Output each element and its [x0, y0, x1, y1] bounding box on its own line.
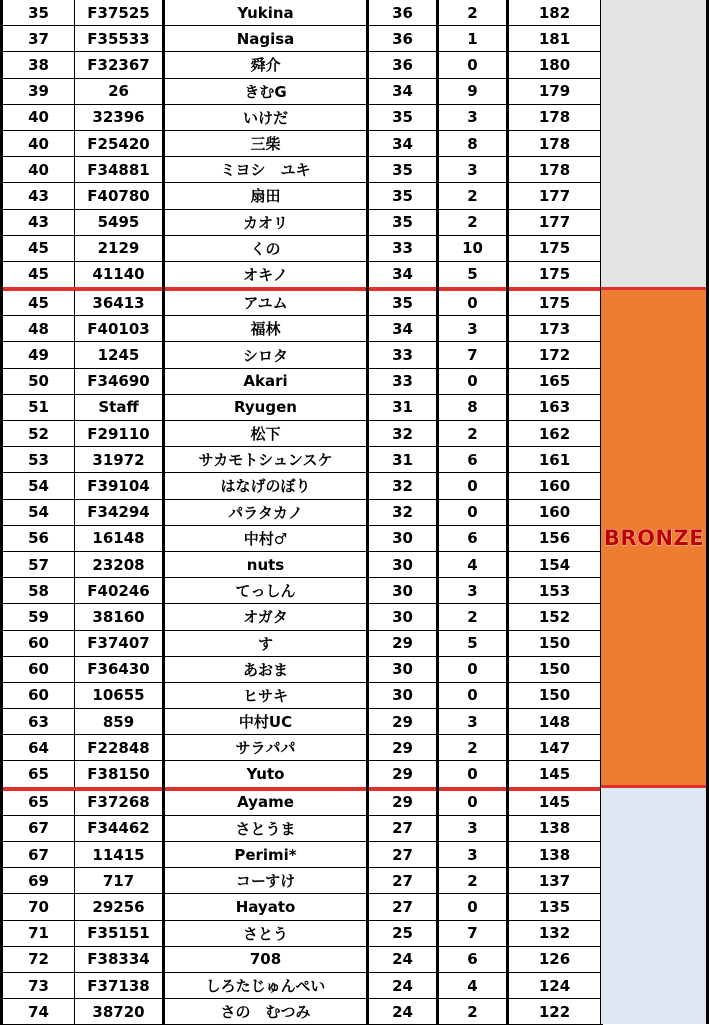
player-name-cell: 中村♂ [164, 525, 368, 551]
player-id-cell: F34690 [75, 368, 164, 394]
points-cell: 126 [508, 946, 602, 972]
player-id-cell: 26 [75, 78, 164, 104]
player-id-cell: F36430 [75, 656, 164, 682]
player-name-cell: はなげのぼり [164, 473, 368, 499]
points-cell: 179 [508, 78, 602, 104]
bronze-tier-label: BRONZE [603, 525, 705, 550]
rounds-cell: 33 [368, 342, 438, 368]
table-row [2, 551, 602, 577]
player-name-cell: オガタ [164, 604, 368, 630]
count-cell: 4 [438, 972, 508, 998]
table-row [2, 656, 602, 682]
player-name-cell: 松下 [164, 421, 368, 447]
points-cell: 150 [508, 682, 602, 708]
table-row [2, 26, 602, 52]
rank-cell: 38 [2, 52, 75, 78]
player-name-cell: カオリ [164, 209, 368, 235]
rank-cell: 67 [2, 842, 75, 868]
player-name-cell: Perimi* [164, 842, 368, 868]
player-id-cell: 41140 [75, 261, 164, 288]
tier-band-upper [601, 0, 707, 288]
rounds-cell: 35 [368, 183, 438, 209]
count-cell: 0 [438, 682, 508, 708]
rounds-cell: 36 [368, 52, 438, 78]
player-name-cell: サラパパ [164, 735, 368, 761]
rank-cell: 54 [2, 473, 75, 499]
rank-cell: 67 [2, 815, 75, 841]
points-cell: 180 [508, 52, 602, 78]
count-cell: 8 [438, 394, 508, 420]
player-id-cell: F34881 [75, 157, 164, 183]
count-cell: 0 [438, 473, 508, 499]
player-id-cell: 717 [75, 868, 164, 894]
player-name-cell: さとうま [164, 815, 368, 841]
rounds-cell: 30 [368, 656, 438, 682]
player-id-cell: 23208 [75, 551, 164, 577]
count-cell: 2 [438, 421, 508, 447]
player-name-cell: 708 [164, 946, 368, 972]
player-name-cell: てっしん [164, 578, 368, 604]
points-cell: 156 [508, 525, 602, 551]
count-cell: 2 [438, 604, 508, 630]
count-cell: 2 [438, 0, 508, 26]
points-cell: 145 [508, 788, 602, 815]
table-row [2, 630, 602, 656]
table-row [2, 78, 602, 104]
rank-cell: 48 [2, 316, 75, 342]
rank-cell: 43 [2, 183, 75, 209]
player-id-cell: F38150 [75, 761, 164, 788]
rank-cell: 71 [2, 920, 75, 946]
player-id-cell: F22848 [75, 735, 164, 761]
count-cell: 3 [438, 842, 508, 868]
points-cell: 178 [508, 157, 602, 183]
rounds-cell: 29 [368, 709, 438, 735]
player-id-cell: F40246 [75, 578, 164, 604]
rounds-cell: 29 [368, 630, 438, 656]
rank-cell: 53 [2, 447, 75, 473]
player-name-cell: コーすけ [164, 868, 368, 894]
table-row [2, 368, 602, 394]
table-row [2, 473, 602, 499]
player-id-cell: 38720 [75, 999, 164, 1025]
player-id-cell: F38334 [75, 946, 164, 972]
rounds-cell: 30 [368, 525, 438, 551]
table-row [2, 735, 602, 761]
rank-cell: 57 [2, 551, 75, 577]
points-cell: 175 [508, 261, 602, 288]
count-cell: 6 [438, 447, 508, 473]
rounds-cell: 35 [368, 157, 438, 183]
rounds-cell: 32 [368, 499, 438, 525]
player-name-cell: 三柴 [164, 130, 368, 156]
points-cell: 148 [508, 709, 602, 735]
table-row [2, 342, 602, 368]
player-id-cell: 859 [75, 709, 164, 735]
tier-band-lower [601, 787, 707, 1024]
player-id-cell: 38160 [75, 604, 164, 630]
table-row [2, 183, 602, 209]
player-id-cell: F32367 [75, 52, 164, 78]
rank-cell: 35 [2, 0, 75, 26]
points-cell: 152 [508, 604, 602, 630]
table-row [2, 421, 602, 447]
rank-cell: 58 [2, 578, 75, 604]
rounds-cell: 24 [368, 946, 438, 972]
points-cell: 173 [508, 316, 602, 342]
player-name-cell: いけだ [164, 104, 368, 130]
player-id-cell: F35533 [75, 26, 164, 52]
player-id-cell: 11415 [75, 842, 164, 868]
player-id-cell: 10655 [75, 682, 164, 708]
player-name-cell: Ryugen [164, 394, 368, 420]
ranking-table-body [2, 0, 602, 1025]
points-cell: 150 [508, 630, 602, 656]
table-row [2, 920, 602, 946]
points-cell: 178 [508, 104, 602, 130]
rounds-cell: 36 [368, 0, 438, 26]
rounds-cell: 34 [368, 130, 438, 156]
table-row [2, 447, 602, 473]
player-name-cell: 福林 [164, 316, 368, 342]
rounds-cell: 27 [368, 894, 438, 920]
rank-cell: 60 [2, 630, 75, 656]
count-cell: 2 [438, 868, 508, 894]
table-row [2, 104, 602, 130]
table-row [2, 761, 602, 788]
points-cell: 135 [508, 894, 602, 920]
player-name-cell: サカモトシュンスケ [164, 447, 368, 473]
table-row [2, 130, 602, 156]
table-row [2, 0, 602, 26]
table-row [2, 788, 602, 815]
player-id-cell: F35151 [75, 920, 164, 946]
points-cell: 138 [508, 842, 602, 868]
rank-cell: 63 [2, 709, 75, 735]
count-cell: 3 [438, 316, 508, 342]
points-cell: 175 [508, 235, 602, 261]
rounds-cell: 34 [368, 78, 438, 104]
rounds-cell: 31 [368, 394, 438, 420]
points-cell: 138 [508, 815, 602, 841]
player-id-cell: F34294 [75, 499, 164, 525]
table-row [2, 709, 602, 735]
points-cell: 177 [508, 183, 602, 209]
count-cell: 8 [438, 130, 508, 156]
rounds-cell: 29 [368, 788, 438, 815]
count-cell: 2 [438, 183, 508, 209]
player-name-cell: す [164, 630, 368, 656]
rounds-cell: 24 [368, 972, 438, 998]
player-name-cell: しろたじゅんぺい [164, 972, 368, 998]
rounds-cell: 24 [368, 999, 438, 1025]
points-cell: 162 [508, 421, 602, 447]
points-cell: 150 [508, 656, 602, 682]
rank-cell: 54 [2, 499, 75, 525]
table-row [2, 894, 602, 920]
player-name-cell: Hayato [164, 894, 368, 920]
player-name-cell: 中村UC [164, 709, 368, 735]
rounds-cell: 27 [368, 815, 438, 841]
player-id-cell: F25420 [75, 130, 164, 156]
tier-divider-bronze-end [601, 785, 707, 788]
points-cell: 181 [508, 26, 602, 52]
count-cell: 5 [438, 630, 508, 656]
count-cell: 5 [438, 261, 508, 288]
rounds-cell: 25 [368, 920, 438, 946]
player-id-cell: F40780 [75, 183, 164, 209]
points-cell: 178 [508, 130, 602, 156]
table-row [2, 682, 602, 708]
rounds-cell: 33 [368, 368, 438, 394]
count-cell: 3 [438, 578, 508, 604]
points-cell: 122 [508, 999, 602, 1025]
points-cell: 147 [508, 735, 602, 761]
rank-cell: 65 [2, 761, 75, 788]
rounds-cell: 32 [368, 421, 438, 447]
player-name-cell: Yukina [164, 0, 368, 26]
table-row [2, 209, 602, 235]
rounds-cell: 35 [368, 289, 438, 316]
count-cell: 4 [438, 551, 508, 577]
rank-cell: 56 [2, 525, 75, 551]
count-cell: 0 [438, 289, 508, 316]
player-name-cell: Ayame [164, 788, 368, 815]
rank-cell: 59 [2, 604, 75, 630]
count-cell: 3 [438, 157, 508, 183]
table-row [2, 157, 602, 183]
points-cell: 145 [508, 761, 602, 788]
count-cell: 2 [438, 999, 508, 1025]
count-cell: 0 [438, 368, 508, 394]
rank-cell: 72 [2, 946, 75, 972]
rank-cell: 51 [2, 394, 75, 420]
points-cell: 154 [508, 551, 602, 577]
table-row [2, 999, 602, 1025]
player-id-cell: F37525 [75, 0, 164, 26]
count-cell: 0 [438, 761, 508, 788]
rounds-cell: 34 [368, 316, 438, 342]
rank-cell: 43 [2, 209, 75, 235]
table-row [2, 316, 602, 342]
rounds-cell: 30 [368, 682, 438, 708]
rank-cell: 45 [2, 261, 75, 288]
player-name-cell: 扇田 [164, 183, 368, 209]
count-cell: 0 [438, 656, 508, 682]
player-name-cell: 舜介 [164, 52, 368, 78]
player-name-cell: さとう [164, 920, 368, 946]
rounds-cell: 29 [368, 735, 438, 761]
points-cell: 163 [508, 394, 602, 420]
table-row [2, 946, 602, 972]
tier-divider-bronze-start [601, 287, 707, 290]
player-name-cell: nuts [164, 551, 368, 577]
rank-cell: 52 [2, 421, 75, 447]
count-cell: 0 [438, 788, 508, 815]
count-cell: 0 [438, 894, 508, 920]
rounds-cell: 36 [368, 26, 438, 52]
player-name-cell: シロタ [164, 342, 368, 368]
player-id-cell: 29256 [75, 894, 164, 920]
rank-cell: 45 [2, 235, 75, 261]
count-cell: 0 [438, 499, 508, 525]
rank-cell: 74 [2, 999, 75, 1025]
count-cell: 10 [438, 235, 508, 261]
rank-cell: 60 [2, 656, 75, 682]
points-cell: 137 [508, 868, 602, 894]
points-cell: 124 [508, 972, 602, 998]
player-id-cell: F39104 [75, 473, 164, 499]
player-id-cell: 5495 [75, 209, 164, 235]
rounds-cell: 35 [368, 209, 438, 235]
count-cell: 6 [438, 525, 508, 551]
table-row [2, 525, 602, 551]
player-name-cell: さの むつみ [164, 999, 368, 1025]
rank-cell: 39 [2, 78, 75, 104]
count-cell: 0 [438, 52, 508, 78]
count-cell: 3 [438, 104, 508, 130]
rounds-cell: 30 [368, 604, 438, 630]
count-cell: 3 [438, 815, 508, 841]
player-id-cell: Staff [75, 394, 164, 420]
rank-cell: 40 [2, 157, 75, 183]
table-row [2, 52, 602, 78]
count-cell: 7 [438, 920, 508, 946]
rank-cell: 49 [2, 342, 75, 368]
player-name-cell: オキノ [164, 261, 368, 288]
player-id-cell: F37407 [75, 630, 164, 656]
player-id-cell: 31972 [75, 447, 164, 473]
rounds-cell: 27 [368, 842, 438, 868]
rounds-cell: 34 [368, 261, 438, 288]
rank-cell: 60 [2, 682, 75, 708]
rounds-cell: 35 [368, 104, 438, 130]
rank-cell: 40 [2, 104, 75, 130]
rounds-cell: 29 [368, 761, 438, 788]
player-id-cell: 2129 [75, 235, 164, 261]
points-cell: 175 [508, 289, 602, 316]
rank-cell: 73 [2, 972, 75, 998]
player-name-cell: ヒサキ [164, 682, 368, 708]
points-cell: 177 [508, 209, 602, 235]
rank-cell: 37 [2, 26, 75, 52]
points-cell: 132 [508, 920, 602, 946]
count-cell: 2 [438, 735, 508, 761]
rank-cell: 65 [2, 788, 75, 815]
player-id-cell: F37268 [75, 788, 164, 815]
points-cell: 160 [508, 473, 602, 499]
table-row [2, 815, 602, 841]
points-cell: 182 [508, 0, 602, 26]
player-id-cell: 1245 [75, 342, 164, 368]
rank-cell: 45 [2, 289, 75, 316]
player-id-cell: 32396 [75, 104, 164, 130]
table-row [2, 261, 602, 288]
player-name-cell: アユム [164, 289, 368, 316]
rank-cell: 50 [2, 368, 75, 394]
tier-band-bronze [601, 289, 707, 786]
points-cell: 165 [508, 368, 602, 394]
rounds-cell: 31 [368, 447, 438, 473]
player-id-cell: 16148 [75, 525, 164, 551]
count-cell: 7 [438, 342, 508, 368]
table-row [2, 604, 602, 630]
player-id-cell: F40103 [75, 316, 164, 342]
rank-cell: 40 [2, 130, 75, 156]
player-name-cell: くの [164, 235, 368, 261]
rounds-cell: 27 [368, 868, 438, 894]
count-cell: 2 [438, 209, 508, 235]
rank-cell: 70 [2, 894, 75, 920]
count-cell: 6 [438, 946, 508, 972]
player-id-cell: F29110 [75, 421, 164, 447]
player-name-cell: きむG [164, 78, 368, 104]
count-cell: 1 [438, 26, 508, 52]
points-cell: 161 [508, 447, 602, 473]
table-row [2, 499, 602, 525]
points-cell: 172 [508, 342, 602, 368]
player-name-cell: Nagisa [164, 26, 368, 52]
table-row [2, 842, 602, 868]
rounds-cell: 30 [368, 578, 438, 604]
player-name-cell: あおま [164, 656, 368, 682]
player-id-cell: 36413 [75, 289, 164, 316]
rounds-cell: 33 [368, 235, 438, 261]
table-row [2, 868, 602, 894]
rounds-cell: 30 [368, 551, 438, 577]
table-row [2, 289, 602, 316]
table-row [2, 578, 602, 604]
table-row [2, 394, 602, 420]
count-cell: 9 [438, 78, 508, 104]
table-row [2, 972, 602, 998]
table-row [2, 235, 602, 261]
rounds-cell: 32 [368, 473, 438, 499]
player-name-cell: ミヨシ ユキ [164, 157, 368, 183]
points-cell: 153 [508, 578, 602, 604]
player-name-cell: Akari [164, 368, 368, 394]
player-name-cell: Yuto [164, 761, 368, 788]
points-cell: 160 [508, 499, 602, 525]
rank-cell: 64 [2, 735, 75, 761]
player-id-cell: F34462 [75, 815, 164, 841]
player-name-cell: パラタカノ [164, 499, 368, 525]
rank-cell: 69 [2, 868, 75, 894]
player-id-cell: F37138 [75, 972, 164, 998]
count-cell: 3 [438, 709, 508, 735]
